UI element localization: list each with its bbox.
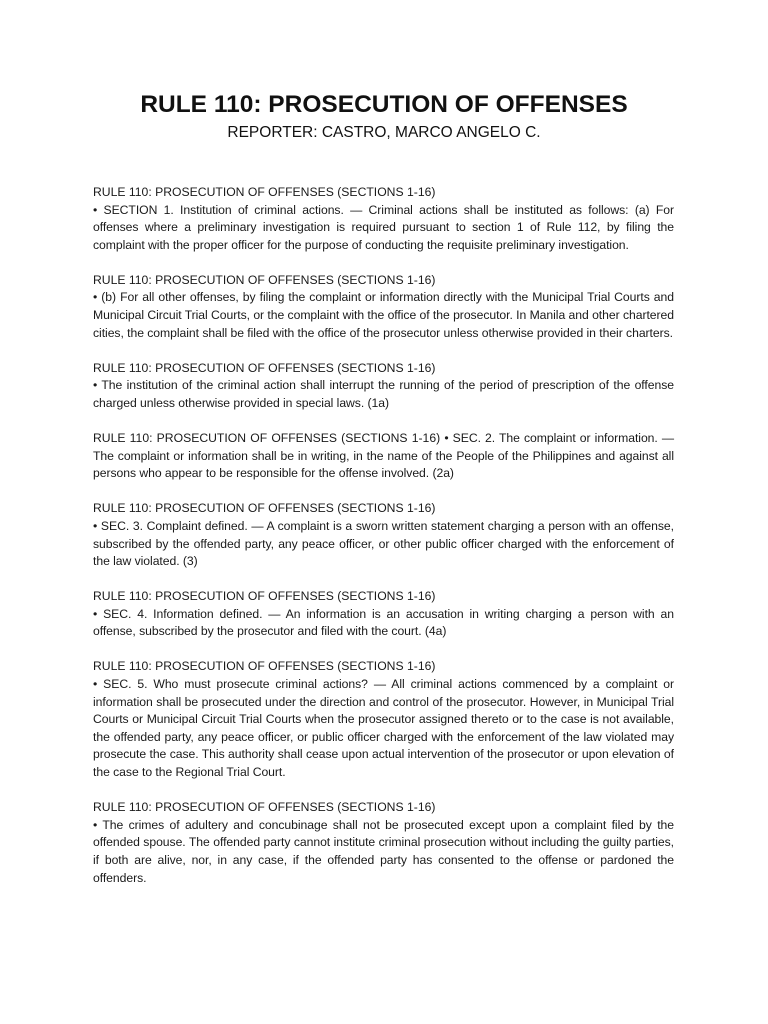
section-block [93,430,674,483]
section-text: • (b) For all other offenses, by filing the complaint or information directly with the Municipal Trial Courts and Municipal Circuit Trial Courts, or the complaint with the office of the prosecutor. In Manila and other chartered cities, the complaint shall be filed with the office of the prosecutor unless otherwise provided in their charters. [93,290,674,340]
section-block [93,500,674,570]
section-block [93,658,674,781]
section-block [93,272,674,342]
section-block [93,799,674,887]
section-block [93,588,674,641]
section-block [93,360,674,413]
section-text: • SEC. 4. Information defined. — An information is an accusation in writing charging a person with an offense, subscribed by the prosecutor and filed with the court. (4a) [93,606,674,639]
section-text: • SEC. 5. Who must prosecute criminal actions? — All criminal actions commenced by a complaint or information shall be prosecuted under the direction and control of the prosecutor. However, in Municipal Trial Courts or Municipal Circuit Trial Courts when the prosecutor assigned thereto or to the case is not available, the offended party, any peace officer, or public officer charged with the enforcement of the law violated may prosecute the case. This authority shall cease upon actual intervention of the prosecutor or upon elevation of the case to the Regional Trial Court. [93,677,674,780]
section-heading: RULE 110: PROSECUTION OF OFFENSES (SECTIONS 1-16) [93,431,445,446]
section-heading: RULE 110: PROSECUTION OF OFFENSES (SECTIONS 1-16) [93,659,436,674]
section-text: • The crimes of adultery and concubinage shall not be prosecuted except upon a complaint filed by the offended spouse. The offended party cannot institute criminal prosecution without including the guilty parties, if both are alive, nor, in any case, if the offended party has consented to the offense or pardoned the offenders. [93,817,674,885]
section-heading: RULE 110: PROSECUTION OF OFFENSES (SECTIONS 1-16) [93,800,436,815]
section-text: • The institution of the criminal action shall interrupt the running of the period of prescription of the offense charged unless otherwise provided in special laws. (1a) [93,378,674,410]
section-text: • SEC. 2. The complaint or information. — The complaint or information shall be in writing, in the name of the People of the Philippines and against all persons who appear to be responsible for the offense involved. (2a) [93,431,674,481]
section-heading: RULE 110: PROSECUTION OF OFFENSES (SECTIONS 1-16) [93,272,436,287]
section-text: • SEC. 3. Complaint defined. — A complaint is a sworn written statement charging a person with an offense, subscribed by the offended party, any peace officer, or other public officer charged with the enforcement of the law violated. (3) [93,518,674,569]
section-heading: RULE 110: PROSECUTION OF OFFENSES (SECTIONS 1-16) [93,360,436,375]
page-title: RULE 110: PROSECUTION OF OFFENSES [140,91,628,118]
section-heading: RULE 110: PROSECUTION OF OFFENSES (SECTIONS 1-16) [93,185,436,199]
section-block [93,184,674,254]
section-text: • SECTION 1. Institution of criminal actions. — Criminal actions shall be instituted as follows: (a) For offenses where a preliminary investigation is required pursuant to section 1 of Rule 112, by filing the complaint with the proper officer for the purpose of conducting the requisite preliminary investigation. [93,202,674,252]
document-body [93,184,674,905]
section-heading: RULE 110: PROSECUTION OF OFFENSES (SECTIONS 1-16) [93,589,436,604]
section-heading: RULE 110: PROSECUTION OF OFFENSES (SECTIONS 1-16) [93,501,436,516]
reporter-line: REPORTER: CASTRO, MARCO ANGELO C. [227,124,541,141]
